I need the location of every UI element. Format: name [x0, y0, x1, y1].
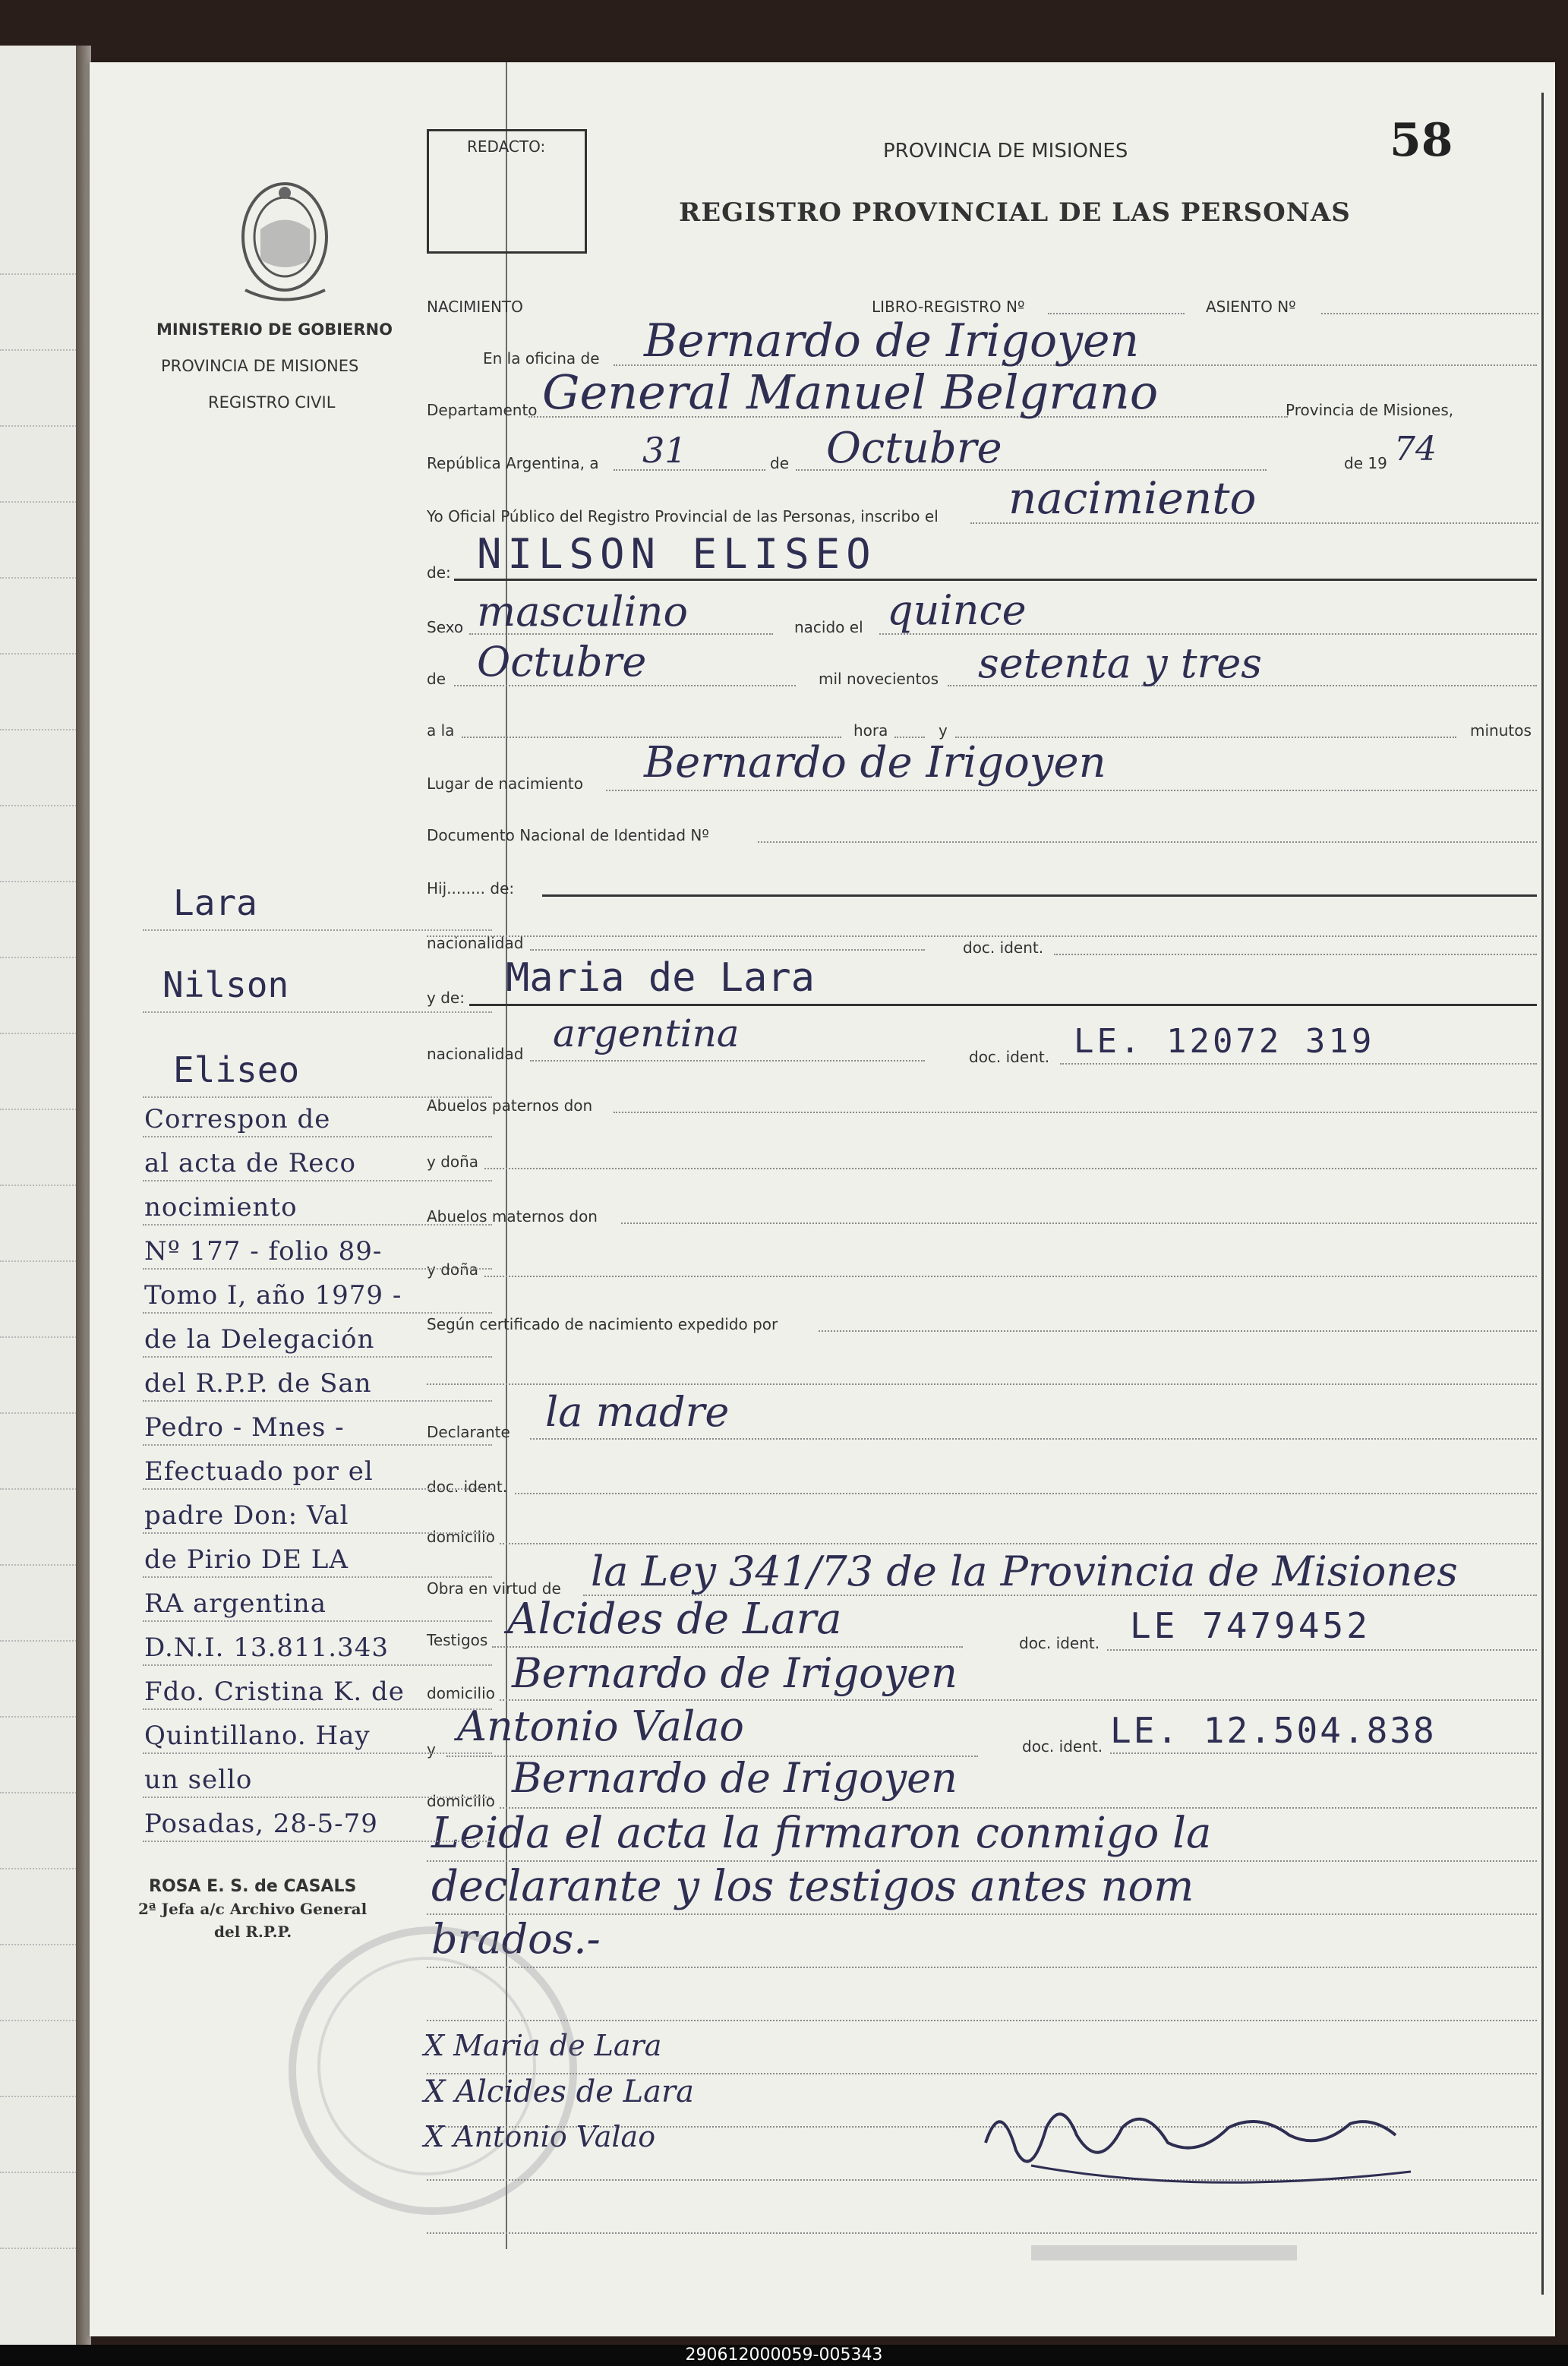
y-label: y: [939, 721, 948, 740]
round-stamp-inner: [317, 1957, 536, 2175]
obra-value: la Ley 341/73 de la Provincia de Misiones: [591, 1547, 1458, 1595]
hij-label: Hij........ de:: [427, 879, 515, 898]
margin-note-line: Tomo I, año 1979 -: [144, 1280, 402, 1311]
lugar-label: Lugar de nacimiento: [427, 774, 583, 793]
libro-label: LIBRO-REGISTRO Nº: [872, 298, 1025, 316]
registro-civil-heading: REGISTRO CIVIL: [208, 393, 336, 412]
redacto-label: REDACTO:: [467, 137, 546, 156]
redacto-box: [427, 129, 587, 254]
official-signature: [970, 2082, 1441, 2196]
declarante-value: la madre: [545, 1388, 730, 1436]
margin-note-line: Pedro - Mnes -: [144, 1412, 345, 1443]
docident1-label: doc. ident.: [963, 939, 1044, 957]
y-dona2-label: y doña: [427, 1260, 479, 1279]
sexo-label: Sexo: [427, 618, 464, 636]
mil-value: setenta y tres: [978, 639, 1263, 687]
domicilio3-value: Bernardo de Irigoyen: [512, 1754, 958, 1802]
abuelos-mat-label: Abuelos maternos don: [427, 1207, 598, 1226]
right-border: [1541, 93, 1544, 2295]
provincia-suffix: Provincia de Misiones,: [1286, 401, 1454, 419]
sexo-value: masculino: [477, 588, 688, 636]
document-id-footer: 290612000059-005343: [0, 2345, 1568, 2366]
signature-madre: X Maria de Lara: [424, 2029, 662, 2062]
y-de-label: y de:: [427, 989, 465, 1007]
de-label: de: [770, 454, 789, 472]
docident5-label: doc. ident.: [1022, 1737, 1103, 1756]
margin-note-line: al acta de Reco: [144, 1148, 356, 1178]
madre-value: Maria de Lara: [506, 955, 815, 1001]
testigos-label: Testigos: [427, 1631, 488, 1649]
registro-title: REGISTRO PROVINCIAL DE LAS PERSONAS: [679, 197, 1351, 228]
margin-name1: Nilson: [162, 964, 289, 1005]
declarante-label: Declarante: [427, 1423, 510, 1441]
docident2-value: LE. 12072 319: [1074, 1022, 1375, 1061]
page-number: 58: [1390, 114, 1453, 167]
margin-note-line: padre Don: Val: [144, 1500, 349, 1531]
margin-note-line: Posadas, 28-5-79: [144, 1809, 378, 1839]
faint-stamp-mark: [1024, 2234, 1312, 2272]
margin-note-line: del R.P.P. de San: [144, 1368, 372, 1399]
margin-stamp-title: 2ª Jefa a/c Archivo General: [138, 1900, 368, 1918]
testigo1-value: Alcides de Lara: [507, 1595, 842, 1644]
leida-line3: brados.-: [431, 1915, 601, 1963]
nacido-value: quince: [887, 586, 1027, 634]
abuelos-pat-label: Abuelos paternos don: [427, 1096, 593, 1115]
docident4-label: doc. ident.: [1019, 1634, 1100, 1652]
testigo2-doc: LE. 12.504.838: [1110, 1710, 1437, 1751]
docident3-label: doc. ident.: [427, 1478, 508, 1496]
nacionalidad1-label: nacionalidad: [427, 934, 524, 952]
republica-label: República Argentina, a: [427, 454, 599, 472]
leida-line1: Leida el acta la firmaron conmigo la: [431, 1809, 1212, 1858]
testigo1-doc: LE 7479452: [1130, 1605, 1371, 1646]
margin-note-line: Efectuado por el: [144, 1456, 374, 1487]
de2-label: de: [427, 670, 446, 688]
docident2-label: doc. ident.: [969, 1048, 1050, 1066]
a-la-label: a la: [427, 721, 455, 740]
mes-value: Octubre: [826, 424, 1002, 473]
nacido-label: nacido el: [794, 618, 863, 636]
margin-note-line: un sello: [144, 1765, 253, 1795]
margin-note-line: Correspon de: [144, 1104, 331, 1134]
margin-note-line: Fdo. Cristina K. de: [144, 1677, 405, 1707]
signature-testigo1: X Alcides de Lara: [424, 2074, 694, 2109]
domicilio2-label: domicilio: [427, 1684, 495, 1702]
obra-label: Obra en virtud de: [427, 1579, 561, 1598]
nombre-value: NILSON ELISEO: [477, 530, 877, 578]
inscribo-value: nacimiento: [1008, 472, 1257, 524]
mil-label: mil novecientos: [819, 670, 939, 688]
minutos-label: minutos: [1470, 721, 1532, 740]
nacimiento-label: NACIMIENTO: [427, 298, 523, 316]
leida-line2: declarante y los testigos antes nom: [431, 1862, 1194, 1911]
margin-note-line: RA argentina: [144, 1588, 327, 1619]
lugar-value: Bernardo de Irigoyen: [644, 738, 1106, 787]
signature-testigo2: X Antonio Valao: [424, 2120, 656, 2153]
oficial-label: Yo Oficial Público del Registro Provincial de las Personas, inscribo el: [427, 507, 939, 525]
hora-label: hora: [853, 721, 888, 740]
de-nombre-label: de:: [427, 563, 451, 582]
margin-note-line: de la Delegación: [144, 1324, 375, 1355]
provincia-heading: PROVINCIA DE MISIONES: [883, 140, 1128, 162]
register-page: [90, 62, 1555, 2336]
margin-surname: Lara: [173, 882, 257, 923]
margin-note-line: de Pirio DE LA: [144, 1544, 349, 1575]
book-spine: [76, 46, 91, 2346]
oficina-value: Bernardo de Irigoyen: [644, 314, 1140, 368]
y2-label: y: [427, 1740, 436, 1759]
y-dona1-label: y doña: [427, 1153, 479, 1171]
mes2-value: Octubre: [477, 638, 647, 686]
margin-note-line: D.N.I. 13.811.343: [144, 1633, 389, 1663]
anio-value: 74: [1394, 430, 1437, 468]
oficina-label: En la oficina de: [483, 349, 600, 368]
margin-note-line: Quintillano. Hay: [144, 1721, 371, 1751]
margin-note-line: nocimiento: [144, 1192, 298, 1222]
coat-of-arms-icon: [234, 176, 336, 309]
dia-value: 31: [642, 430, 687, 471]
margin-name2: Eliseo: [173, 1049, 300, 1090]
margin-stamp-name: ROSA E. S. de CASALS: [149, 1877, 357, 1896]
departamento-value: General Manuel Belgrano: [542, 364, 1159, 420]
nacionalidad2-label: nacionalidad: [427, 1045, 524, 1063]
nacionalidad2-value: argentina: [553, 1011, 740, 1055]
testigo2-value: Antonio Valao: [457, 1702, 744, 1750]
ministerio-heading: MINISTERIO DE GOBIERNO: [156, 320, 393, 339]
anio-prefix: de 19: [1344, 454, 1387, 472]
domicilio2-value: Bernardo de Irigoyen: [512, 1649, 958, 1697]
asiento-label: ASIENTO Nº: [1206, 298, 1296, 316]
departamento-label: Departamento: [427, 401, 538, 419]
margin-note-line: Nº 177 - folio 89-: [144, 1236, 383, 1267]
provincia-subheading: PROVINCIA DE MISIONES: [161, 357, 359, 375]
certificado-label: Según certificado de nacimiento expedido por: [427, 1315, 778, 1333]
domicilio3-label: domicilio: [427, 1792, 495, 1810]
margin-stamp-org: del R.P.P.: [214, 1923, 292, 1941]
dni-label: Documento Nacional de Identidad Nº: [427, 826, 709, 844]
domicilio1-label: domicilio: [427, 1528, 495, 1546]
